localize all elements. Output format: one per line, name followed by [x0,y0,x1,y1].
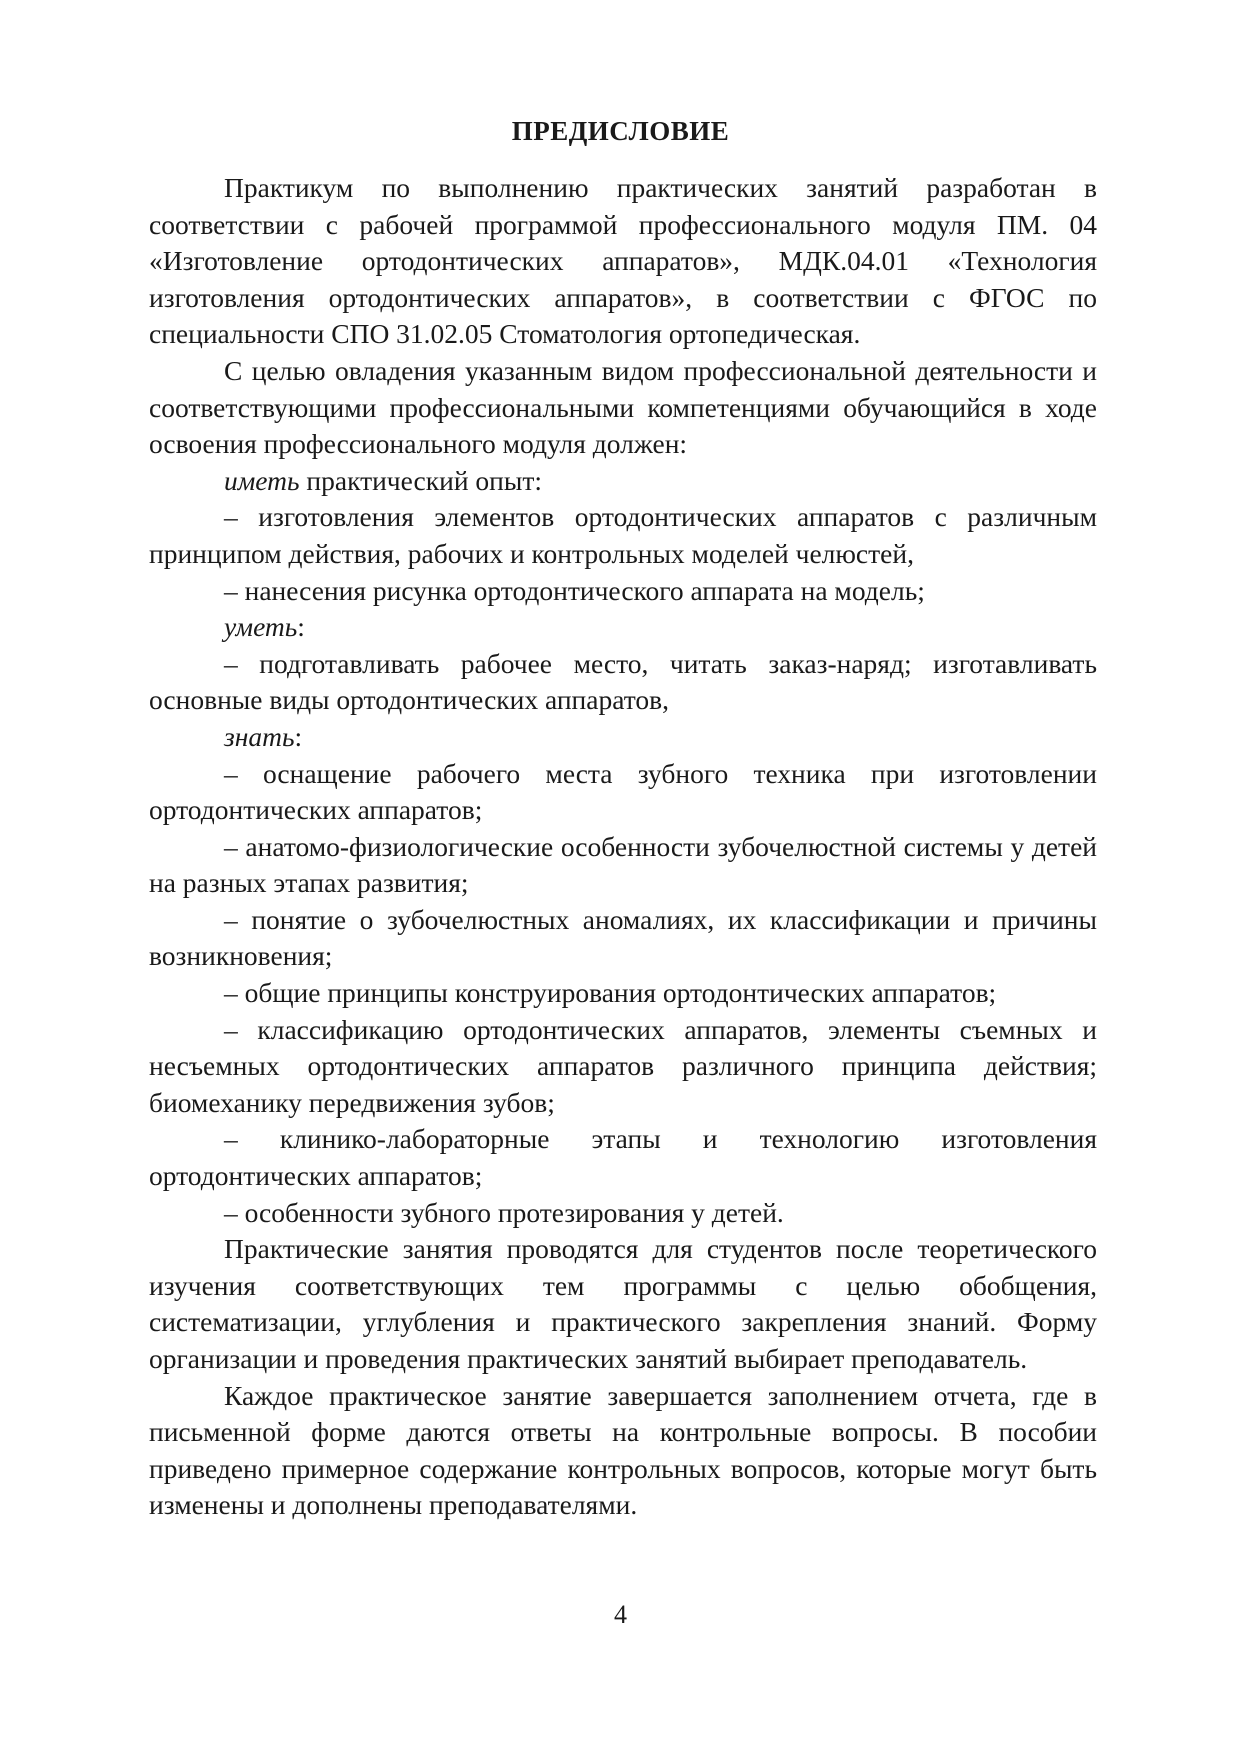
label-italic: уметь [224,611,298,643]
list-item: – понятие о зубочелюстных аномалиях, их классификации и причины возникновения; [149,903,1097,972]
list-item: – подготавливать рабочее место, читать заказ-наряд; изготавливать основные виды ортодонтических аппаратов, [149,647,1097,716]
page-title: ПРЕДИСЛОВИЕ [511,116,730,146]
label-rest: : [294,720,303,752]
list-item: – особенности зубного протезирования у детей. [224,1196,784,1228]
paragraph: Каждое практическое занятие завершается заполнением отчета, где в письменной форме даются ответы на контрольные вопросы. В пособии приведено примерное содержание контрольных вопросов, которые могут быть изменены и дополнены преподавателями. [149,1379,1097,1521]
section-label-knowledge [149,719,1097,756]
list-item: – изготовления элементов ортодонтических аппаратов с различным принципом действия, рабочих и контрольных моделей челюстей, [149,501,1097,569]
list-item: – общие принципы конструирования ортодонтических аппаратов; [224,977,997,1009]
list-item: – анатомо-физиологические особенности зубочелюстной системы у детей на разных этапах развития; [149,830,1097,899]
paragraph: Практические занятия проводятся для студентов после теоретического изучения соответствующих тем программы с целью обобщения, систематизации, углубления и практического закрепления знаний. Форму организации и проведения практических занятий выбирает преподаватель. [149,1233,1097,1374]
label-rest: практический опыт: [299,464,543,496]
label-rest: : [297,611,305,643]
document-body [149,170,1097,1524]
list-item: – нанесения рисунка ортодонтического аппарата на модель; [224,574,925,606]
page-number: 4 [614,1600,627,1629]
paragraph: Практикум по выполнению практических занятий разработан в соответствии с рабочей программой профессионального модуля ПМ. 04 «Изготовление ортодонтических аппаратов», МДК.04.01 «Технология изготовления ортодонтических аппаратов», в соответствии с ФГОС по специальности СПО 31.02.05 Стоматология ортопедическая. [149,172,1097,350]
list-item: – оснащение рабочего места зубного техника при изготовлении ортодонтических аппаратов; [149,757,1097,826]
label-italic: знать [224,720,295,752]
label-italic: иметь [224,464,300,496]
paragraph: С целью овладения указанным видом профессиональной деятельности и соответствующими профессиональными компетенциями обучающийся в ходе освоения профессионального модуля должен: [149,354,1097,460]
section-label-skills [149,609,1097,646]
list-item: – клинико-лабораторные этапы и технологию изготовления ортодонтических аппаратов; [149,1123,1097,1192]
section-label-experience [149,463,1097,500]
list-item: – классификацию ортодонтических аппаратов, элементы съемных и несъемных ортодонтических аппаратов различного принципа действия; биомеханику передвижения зубов; [149,1013,1097,1118]
